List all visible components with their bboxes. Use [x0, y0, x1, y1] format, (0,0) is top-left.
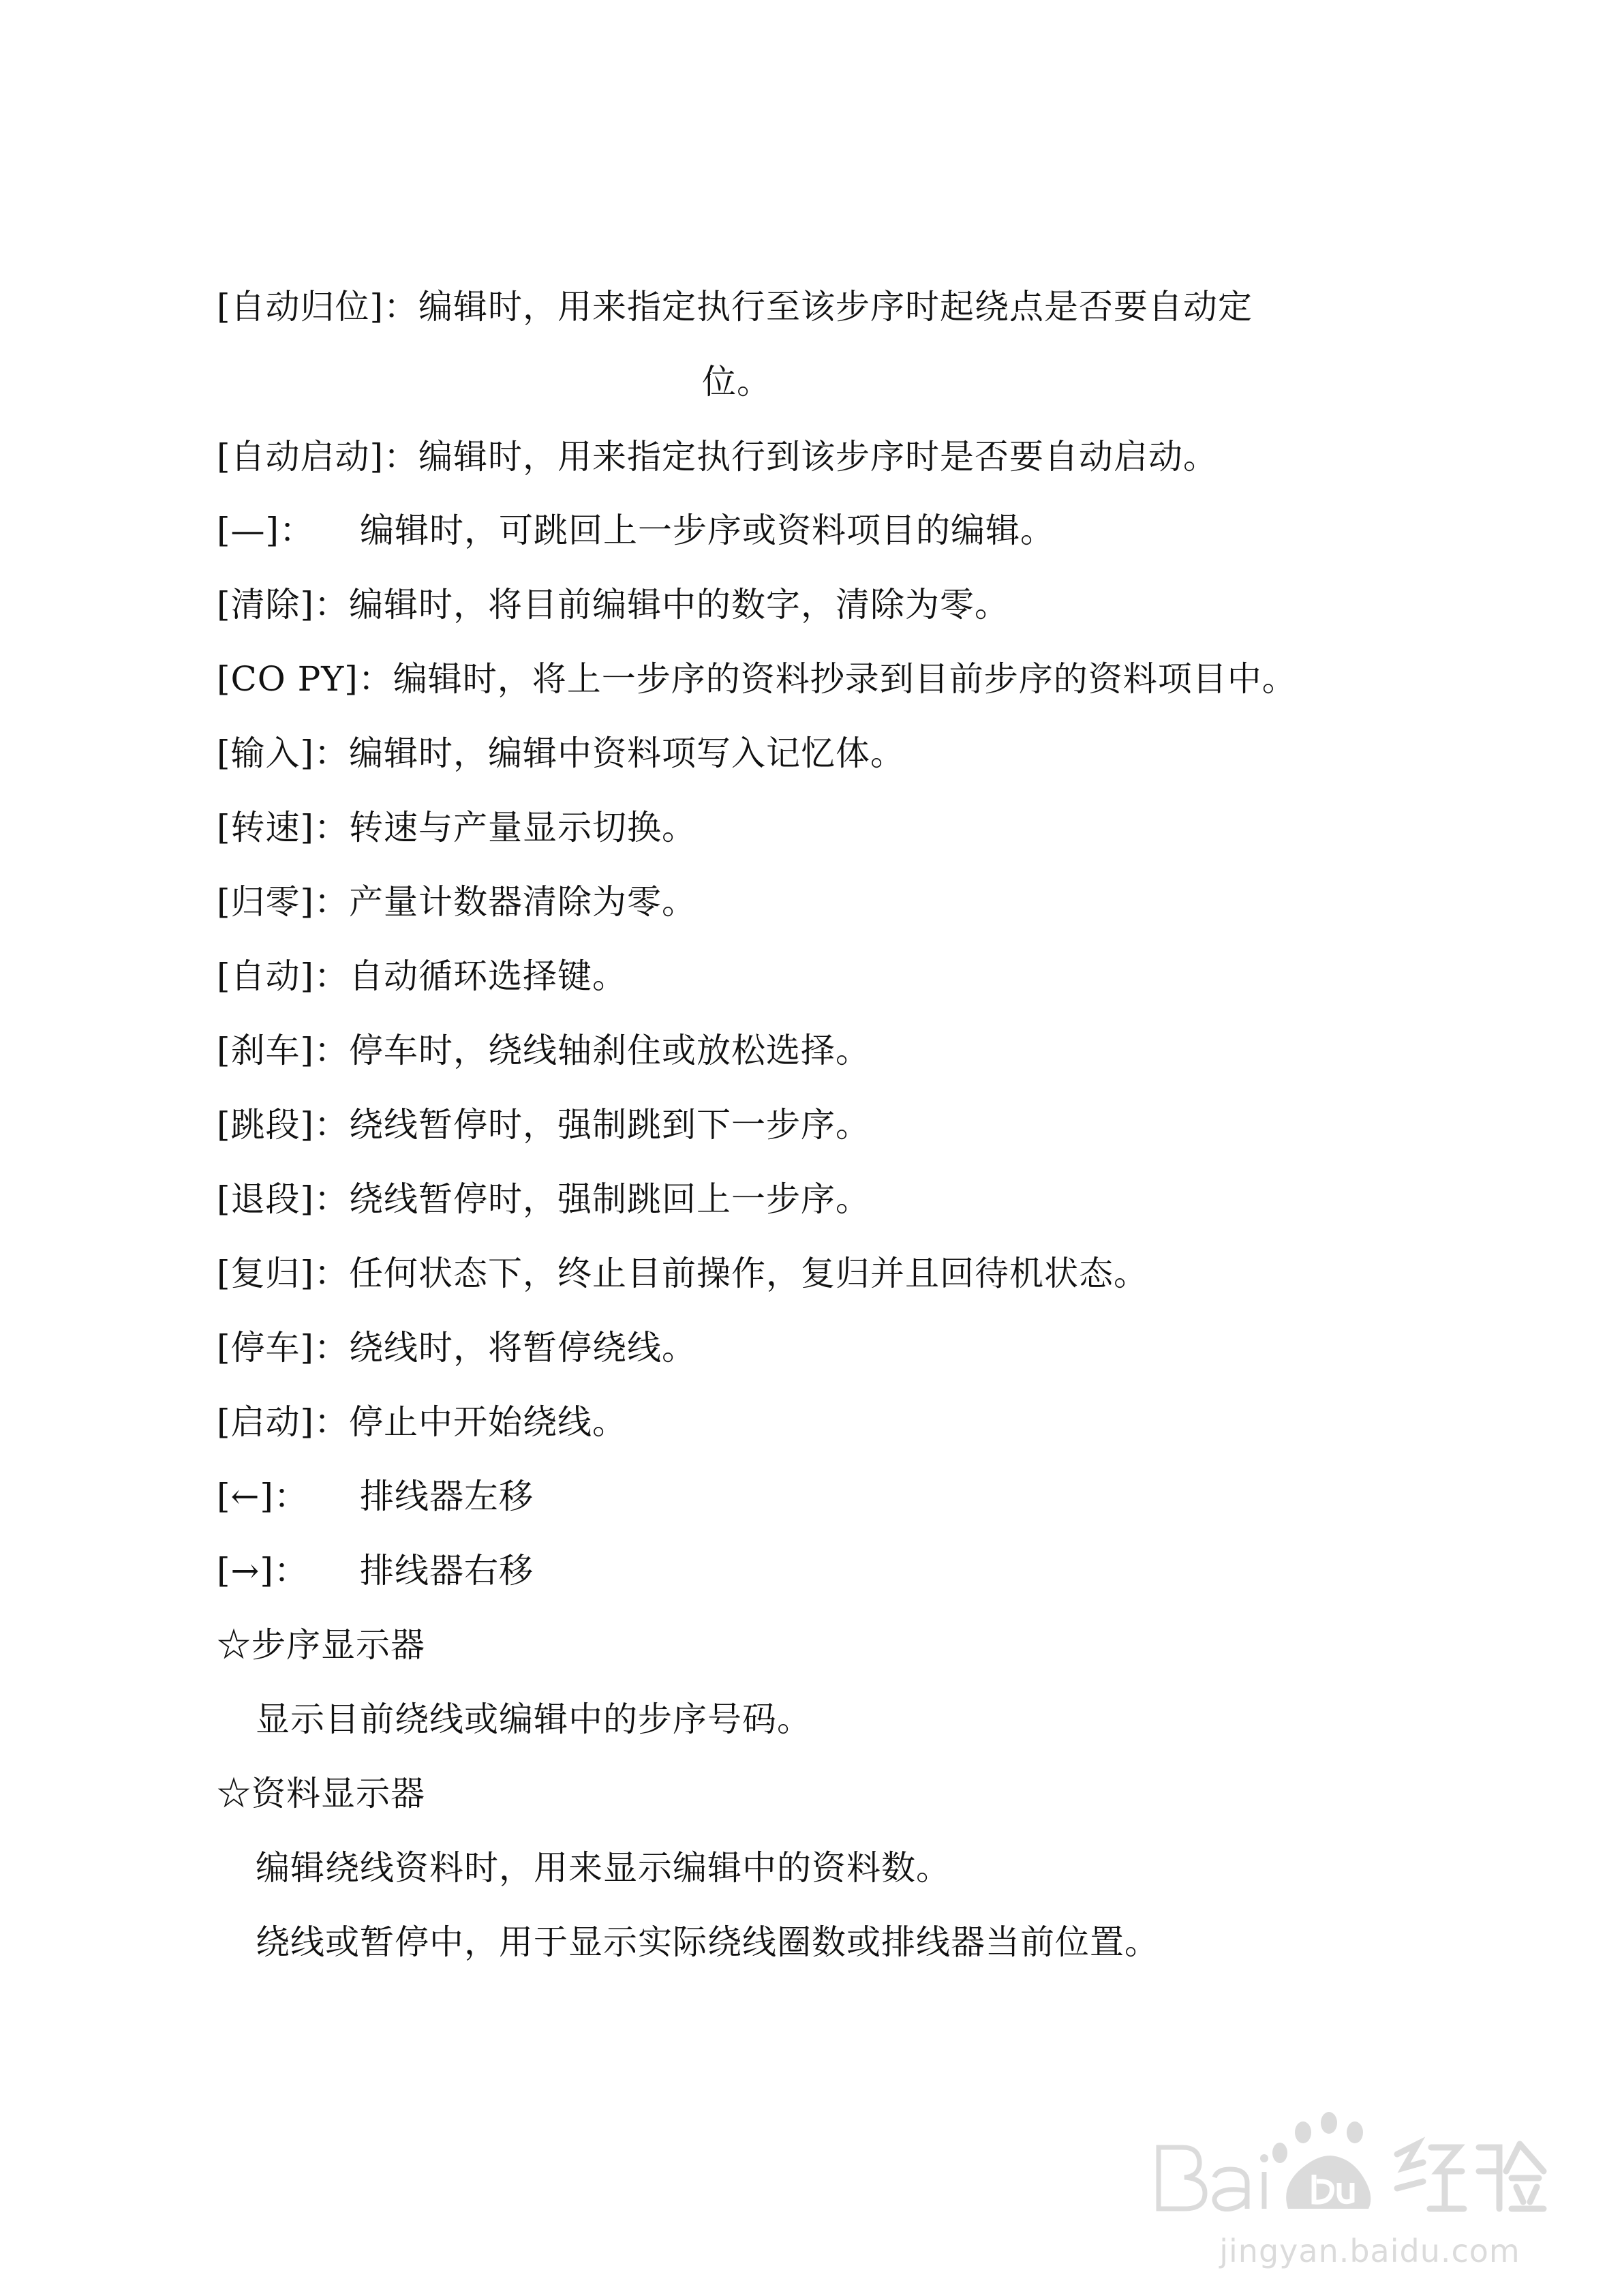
- key-label: [复归]：: [217, 1254, 350, 1293]
- line-auto-home: [217, 286, 1253, 327]
- line-brake: [217, 1030, 870, 1071]
- line-reset-count: [217, 881, 697, 922]
- key-label: [退段]：: [217, 1179, 350, 1219]
- line-auto-start: [217, 436, 1218, 477]
- line-back-step: [217, 1179, 870, 1220]
- line-auto: [217, 956, 627, 997]
- key-label: [—]：: [217, 511, 315, 550]
- section-text-data-display-1: 编辑绕线资料时，用来显示编辑中的资料数。: [256, 1848, 951, 1888]
- section-heading-data-display: ☆资料显示器: [217, 1774, 425, 1813]
- key-label: [启动]：: [217, 1402, 350, 1442]
- key-description: 转速与产量显示切换。: [349, 808, 697, 847]
- key-label: [自动启动]：: [217, 437, 419, 477]
- line-return: [217, 1253, 1148, 1294]
- key-label: [转速]：: [217, 808, 350, 847]
- key-description: 停车时，绕线轴刹住或放松选择。: [349, 1031, 871, 1070]
- key-label: [CO PY]：: [217, 659, 393, 699]
- watermark-url: jingyan.baidu.com: [1219, 2233, 1520, 2269]
- baidu-logo-icon: [1152, 2106, 1588, 2229]
- line-left: [217, 1476, 534, 1517]
- line-minus: [217, 510, 1055, 551]
- key-description: 编辑时，用来指定执行到该步序时是否要自动启动。: [418, 437, 1219, 477]
- key-description: 编辑时，将上一步序的资料抄录到目前步序的资料项目中。: [393, 659, 1297, 699]
- key-description: 位。: [702, 362, 771, 402]
- key-label: [刹车]：: [217, 1031, 350, 1070]
- key-description: 绕线时，将暂停绕线。: [349, 1328, 697, 1368]
- key-label: [停车]：: [217, 1328, 350, 1368]
- section-heading-step-display: ☆步序显示器: [217, 1625, 425, 1665]
- key-description: 编辑时，可跳回上一步序或资料项目的编辑。: [360, 511, 1055, 550]
- key-description: 编辑时，用来指定执行至该步序时起绕点是否要自动定: [418, 287, 1253, 327]
- baidu-jingyan-watermark: [1152, 2106, 1588, 2270]
- key-description: 绕线暂停时，强制跳到下一步序。: [349, 1105, 871, 1145]
- line-speed: [217, 807, 697, 848]
- key-description: 停止中开始绕线。: [349, 1402, 628, 1442]
- line-auto-home-cont: [702, 361, 771, 402]
- line-start: [217, 1402, 627, 1442]
- key-description: 任何状态下，终止目前操作，复归并且回待机状态。: [349, 1254, 1149, 1293]
- key-description: 排线器左移: [360, 1477, 534, 1516]
- key-description: 自动循环选择键。: [349, 956, 628, 996]
- key-label: [输入]：: [217, 734, 350, 773]
- key-description: 产量计数器清除为零。: [349, 882, 697, 922]
- section-text-data-display-2: 绕线或暂停中，用于显示实际绕线圈数或排线器当前位置。: [256, 1922, 1159, 1962]
- key-description: 编辑时，编辑中资料项写入记忆体。: [349, 734, 906, 773]
- key-label: [自动]：: [217, 956, 350, 996]
- key-label: [跳段]：: [217, 1105, 350, 1145]
- line-stop: [217, 1327, 697, 1368]
- key-label: [归零]：: [217, 882, 350, 922]
- section-text-step-display: 显示目前绕线或编辑中的步序号码。: [256, 1700, 812, 1739]
- line-copy: [217, 659, 1297, 699]
- key-label: [自动归位]：: [217, 287, 419, 327]
- line-skip-step: [217, 1104, 870, 1145]
- key-description: 排线器右移: [360, 1551, 534, 1590]
- key-description: 绕线暂停时，强制跳回上一步序。: [349, 1179, 871, 1219]
- line-input: [217, 733, 905, 774]
- key-label: [→]：: [217, 1551, 309, 1590]
- key-description: 编辑时，将目前编辑中的数字，清除为零。: [349, 585, 1010, 624]
- key-label: [←]：: [217, 1477, 309, 1516]
- line-right: [217, 1550, 534, 1591]
- line-clear: [217, 584, 1009, 625]
- key-label: [清除]：: [217, 585, 350, 624]
